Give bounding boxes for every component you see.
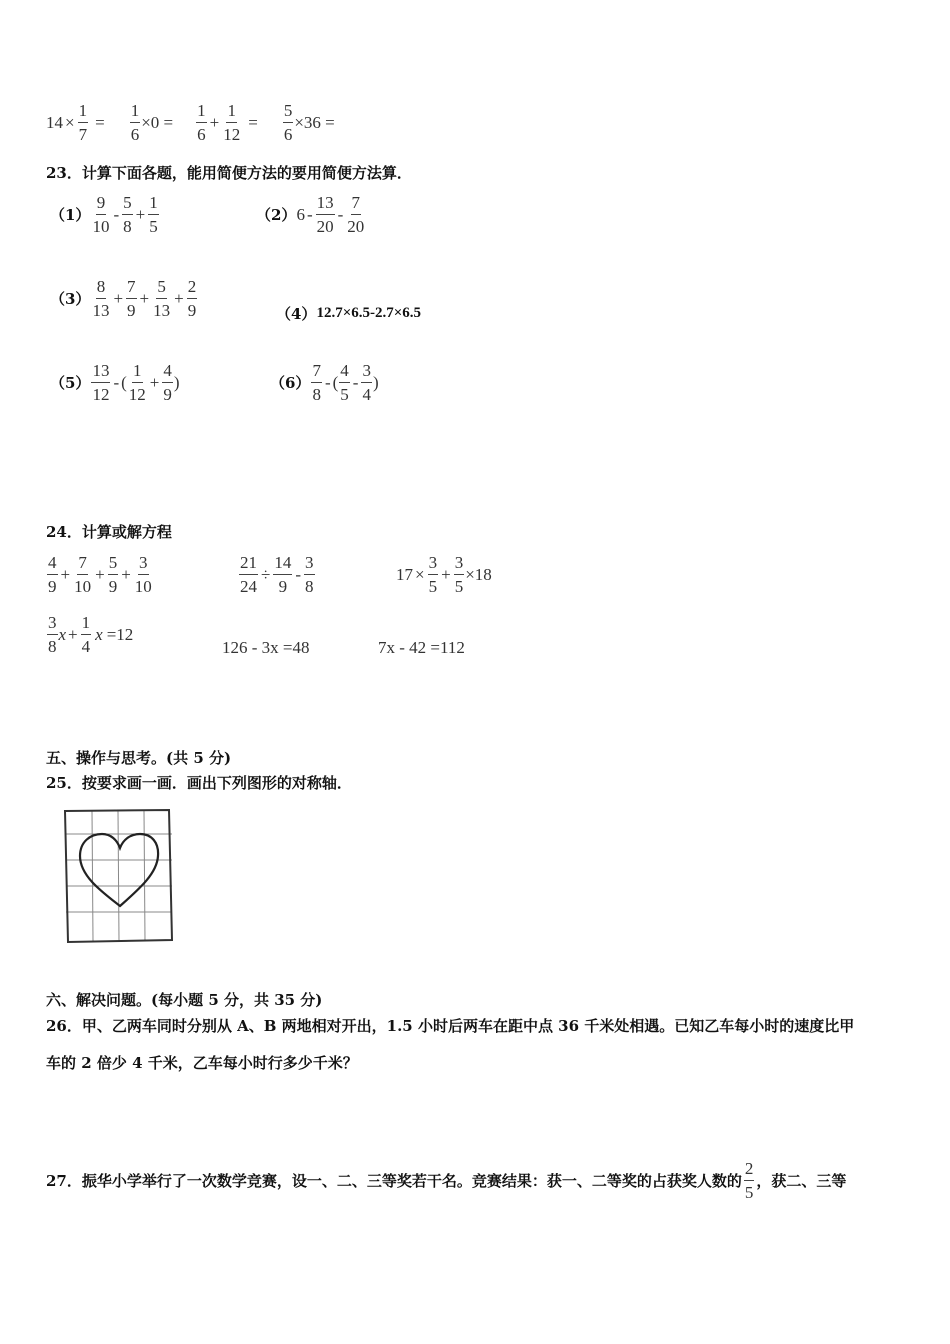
q23-problem-1: （1） $\frac{9}{10}$ - $\frac{5}{8}$ + $\frac{1}{5}$ bbox=[50, 193, 158, 236]
heart-grid-figure bbox=[62, 808, 176, 944]
section-5-title: 五、操作与思考。(共 5 分) bbox=[46, 749, 232, 767]
fraction: $\frac{9}{10}$ bbox=[92, 193, 110, 236]
fraction: $\frac{1}{7}$ bbox=[78, 101, 88, 144]
q26-line-2: 车的 2 倍少 4 千米，乙车每小时行多少千米？ bbox=[46, 1054, 358, 1072]
q23-problem-3: （3） $\frac{8}{13}$ + $\frac{7}{9}$ + $\frac{5}{13}$ + $\frac{2}{9}$ bbox=[50, 277, 197, 320]
calc-4: $\frac{5}{6}$ ×36 = bbox=[283, 101, 335, 144]
q23-problem-6: （6） $\frac{7}{8}$ - ( $\frac{4}{5}$ - $\frac{3}{4}$ ) bbox=[270, 361, 379, 404]
fraction: $\frac{1}{4}$ bbox=[81, 613, 91, 656]
fraction: $\frac{21}{24}$ bbox=[240, 553, 257, 596]
fraction: $\frac{3}{5}$ bbox=[454, 553, 464, 596]
fraction: $\frac{14}{9}$ bbox=[274, 553, 292, 596]
fraction: $\frac{3}{10}$ bbox=[134, 553, 152, 596]
fraction: $\frac{4}{9}$ bbox=[48, 553, 57, 596]
fraction: $\frac{3}{5}$ bbox=[428, 553, 438, 596]
fraction: $\frac{7}{20}$ bbox=[347, 193, 365, 236]
q24-equation-1: $\frac{3}{8}$ x + $\frac{1}{4}$ x =12 bbox=[48, 613, 134, 656]
section-6-title: 六、解决问题。(每小题 5 分，共 35 分) bbox=[46, 991, 323, 1009]
fraction: $\frac{1}{12}$ bbox=[128, 361, 146, 404]
fraction: $\frac{4}{5}$ bbox=[340, 361, 349, 404]
calc-1: 14 × $\frac{1}{7}$ = bbox=[46, 101, 105, 144]
q23-title: 23．计算下面各题，能用简便方法的要用简便方法算． bbox=[46, 164, 412, 182]
top-calc-row bbox=[46, 102, 335, 143]
fraction: $\frac{7}{8}$ bbox=[312, 361, 321, 404]
q24-title: 24．计算或解方程 bbox=[46, 523, 172, 541]
q24-equation-3: 7x - 42 =112 bbox=[378, 638, 465, 657]
q24-expr-1: $\frac{4}{9}$ + $\frac{7}{10}$ + $\frac{5}{9}$ + $\frac{3}{10}$ bbox=[48, 553, 152, 596]
fraction: $\frac{3}{4}$ bbox=[362, 361, 371, 404]
fraction: $\frac{1}{12}$ bbox=[223, 101, 241, 144]
fraction: $\frac{13}{20}$ bbox=[316, 193, 334, 236]
fraction: $\frac{5}{13}$ bbox=[153, 277, 171, 320]
fraction: $\frac{1}{5}$ bbox=[149, 193, 158, 236]
fraction: $\frac{1}{6}$ bbox=[130, 101, 140, 144]
fraction: $\frac{13}{12}$ bbox=[92, 361, 110, 404]
q24-expr-2: $\frac{21}{24}$ ÷ $\frac{14}{9}$ - $\frac{3}{8}$ bbox=[240, 553, 314, 596]
fraction: $\frac{8}{13}$ bbox=[92, 277, 110, 320]
fraction: $\frac{1}{6}$ bbox=[197, 101, 206, 144]
fraction: $\frac{3}{8}$ bbox=[48, 613, 57, 656]
fraction: $\frac{5}{8}$ bbox=[123, 193, 132, 236]
fraction: $\frac{2}{5}$ bbox=[744, 1159, 754, 1202]
q24-equation-2: 126 - 3x =48 bbox=[222, 638, 310, 657]
q27-line-1: 27．振华小学举行了一次数学竞赛，设一、二、三等奖若干名。竞赛结果：获一、二等奖的占获奖人数的 $\frac{2}{5}$ ，获二、三等 bbox=[46, 1159, 847, 1202]
q25-title: 25．按要求画一画．画出下列图形的对称轴． bbox=[46, 774, 352, 792]
q23-problem-5: （5） $\frac{13}{12}$ - ( $\frac{1}{12}$ + $\frac{4}{9}$ ) bbox=[50, 361, 180, 404]
q26-line-1: 26．甲、乙两车同时分别从 A、B 两地相对开出，1.5 小时后两车在距中点 36 千米处相遇。已知乙车每小时的速度比甲 bbox=[46, 1017, 855, 1035]
fraction: $\frac{5}{6}$ bbox=[283, 101, 293, 144]
q23-problem-4: （4） 12.7×6.5-2.7×6.5 bbox=[276, 305, 422, 323]
calc-2: $\frac{1}{6}$ ×0 = bbox=[130, 101, 174, 144]
fraction: $\frac{7}{9}$ bbox=[127, 277, 136, 320]
fraction: $\frac{5}{9}$ bbox=[108, 553, 118, 596]
fraction: $\frac{3}{8}$ bbox=[305, 553, 314, 596]
calc-3: $\frac{1}{6}$ + $\frac{1}{12}$ = bbox=[197, 101, 258, 144]
q24-expr-3: 17 × $\frac{3}{5}$ + $\frac{3}{5}$ ×18 bbox=[396, 553, 492, 596]
fraction: $\frac{4}{9}$ bbox=[163, 361, 172, 404]
fraction: $\frac{7}{10}$ bbox=[74, 553, 92, 596]
fraction: $\frac{2}{9}$ bbox=[187, 277, 197, 320]
q23-problem-2: （2） 6 - $\frac{13}{20}$ - $\frac{7}{20}$ bbox=[256, 193, 365, 236]
